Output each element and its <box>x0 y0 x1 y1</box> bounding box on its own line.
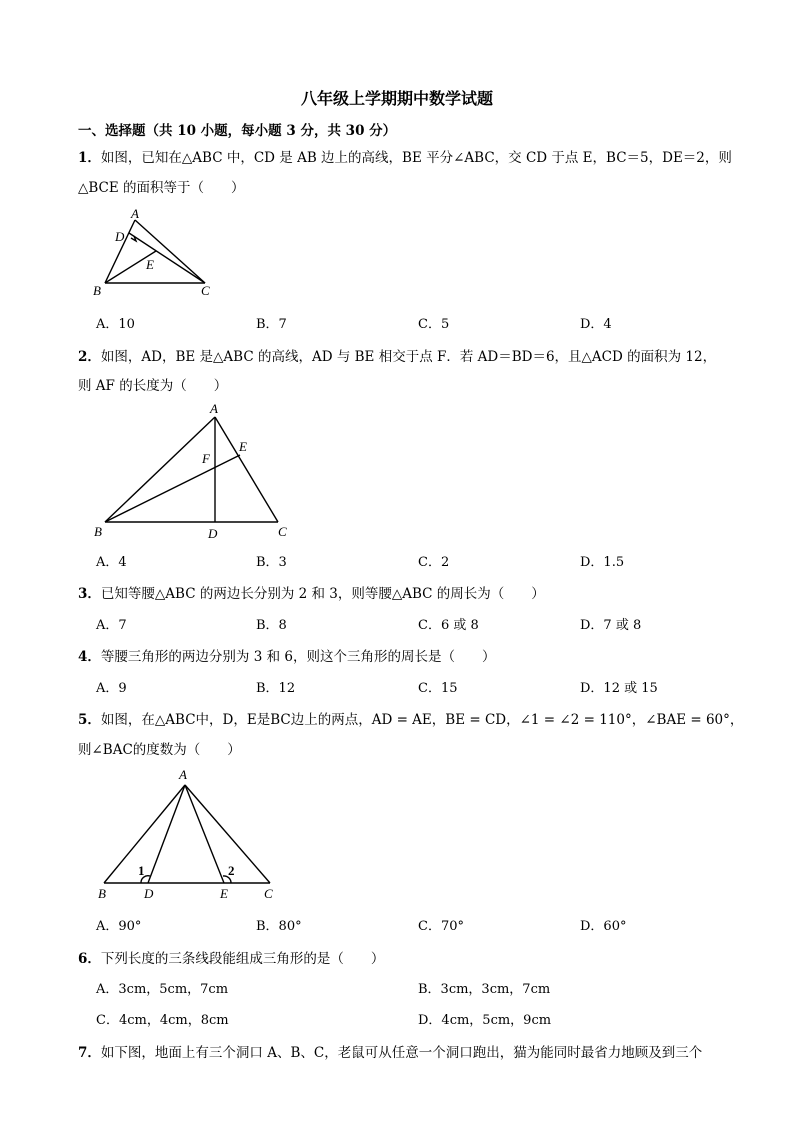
question-1-line-2: △BCE 的面积等于（ ） <box>78 180 245 196</box>
question-5-line-2: 则∠BAC的度数为（ ） <box>78 742 241 758</box>
question-2-line-2: 则 AF 的长度为（ ） <box>78 378 228 394</box>
question-2-line-1: 2．如图，AD，BE 是△ABC 的高线，AD 与 BE 相交于点 F．若 AD＝BD＝6，且△ACD 的面积为 12， <box>78 349 717 365</box>
q1-option-a[interactable]: A．10 <box>96 317 135 332</box>
q4-option-c[interactable]: C．15 <box>418 681 458 696</box>
fig2-label-e: E <box>239 439 247 454</box>
q2-option-b[interactable]: B．3 <box>256 555 287 570</box>
q5-option-b[interactable]: B．80° <box>256 919 302 934</box>
page-title: 八年级上学期期中数学试题 <box>300 89 493 108</box>
q3-option-a[interactable]: A．7 <box>96 618 127 633</box>
q4-option-a[interactable]: A．9 <box>96 681 127 696</box>
fig5-label-1: 1 <box>138 863 145 878</box>
fig2-label-a: A <box>210 401 218 416</box>
fig5-label-e: E <box>220 886 228 901</box>
question-1-line-1: 1．如图，已知在△ABC 中，CD 是 AB 边上的高线，BE 平分∠ABC，交 CD 于点 E，BC＝5，DE＝2，则 <box>78 150 732 166</box>
q6-option-b[interactable]: B．3cm，3cm，7cm <box>418 982 551 997</box>
q6-option-c[interactable]: C．4cm，4cm，8cm <box>96 1013 229 1028</box>
q5-option-a[interactable]: A．90° <box>96 919 142 934</box>
q2-option-a[interactable]: A．4 <box>96 555 127 570</box>
q4-option-b[interactable]: B．12 <box>256 681 296 696</box>
fig1-label-b: B <box>93 283 101 298</box>
q6-option-a[interactable]: A．3cm，5cm，7cm <box>96 982 229 997</box>
question-3-line-1: 3．已知等腰△ABC 的两边长分别为 2 和 3，则等腰△ABC 的周长为（ ） <box>78 586 545 602</box>
fig1-label-d: D <box>115 229 125 244</box>
q4-option-d[interactable]: D．12 或 15 <box>580 681 658 696</box>
q3-option-d[interactable]: D．7 或 8 <box>580 618 642 633</box>
fig5-label-b: B <box>98 886 106 901</box>
question-7-line-1: 7．如下图，地面上有三个洞口 A、B、C，老鼠可从任意一个洞口跑出，猫为能同时最省力地顾及到三个 <box>78 1045 703 1061</box>
question-5-line-1: 5．如图，在△ABC中，D，E是BC边上的两点，AD = AE，BE = CD，∠1 = ∠2 = 110°，∠BAE = 60°， <box>78 712 744 728</box>
fig2-label-b: B <box>94 524 102 539</box>
question-4-line-1: 4．等腰三角形的两边分别为 3 和 6，则这个三角形的周长是（ ） <box>78 649 496 665</box>
fig2-label-d: D <box>208 526 218 541</box>
fig1-label-a: A <box>131 206 139 221</box>
section-heading: 一、选择题（共 10 小题，每小题 3 分，共 30 分） <box>78 123 397 139</box>
fig5-label-c: C <box>264 886 273 901</box>
q1-option-b[interactable]: B．7 <box>256 317 287 332</box>
fig2-label-c: C <box>278 524 287 539</box>
fig5-label-2: 2 <box>228 863 235 878</box>
fig5-label-a: A <box>179 767 187 782</box>
fig2-label-f: F <box>202 451 210 466</box>
q5-option-c[interactable]: C．70° <box>418 919 464 934</box>
question-2-figure <box>90 400 300 545</box>
q2-option-d[interactable]: D．1.5 <box>580 555 625 570</box>
fig5-label-d: D <box>144 886 154 901</box>
fig1-label-c: C <box>201 283 210 298</box>
q3-option-c[interactable]: C．6 或 8 <box>418 618 479 633</box>
q2-option-c[interactable]: C．2 <box>418 555 450 570</box>
q5-option-d[interactable]: D．60° <box>580 919 627 934</box>
q3-option-b[interactable]: B．8 <box>256 618 287 633</box>
fig1-label-e: E <box>146 257 154 272</box>
question-5-figure <box>90 765 285 905</box>
question-1-figure <box>85 205 225 300</box>
q1-option-c[interactable]: C．5 <box>418 317 450 332</box>
q6-option-d[interactable]: D．4cm，5cm，9cm <box>418 1013 552 1028</box>
q1-option-d[interactable]: D．4 <box>580 317 612 332</box>
question-6-line-1: 6．下列长度的三条线段能组成三角形的是（ ） <box>78 951 385 967</box>
